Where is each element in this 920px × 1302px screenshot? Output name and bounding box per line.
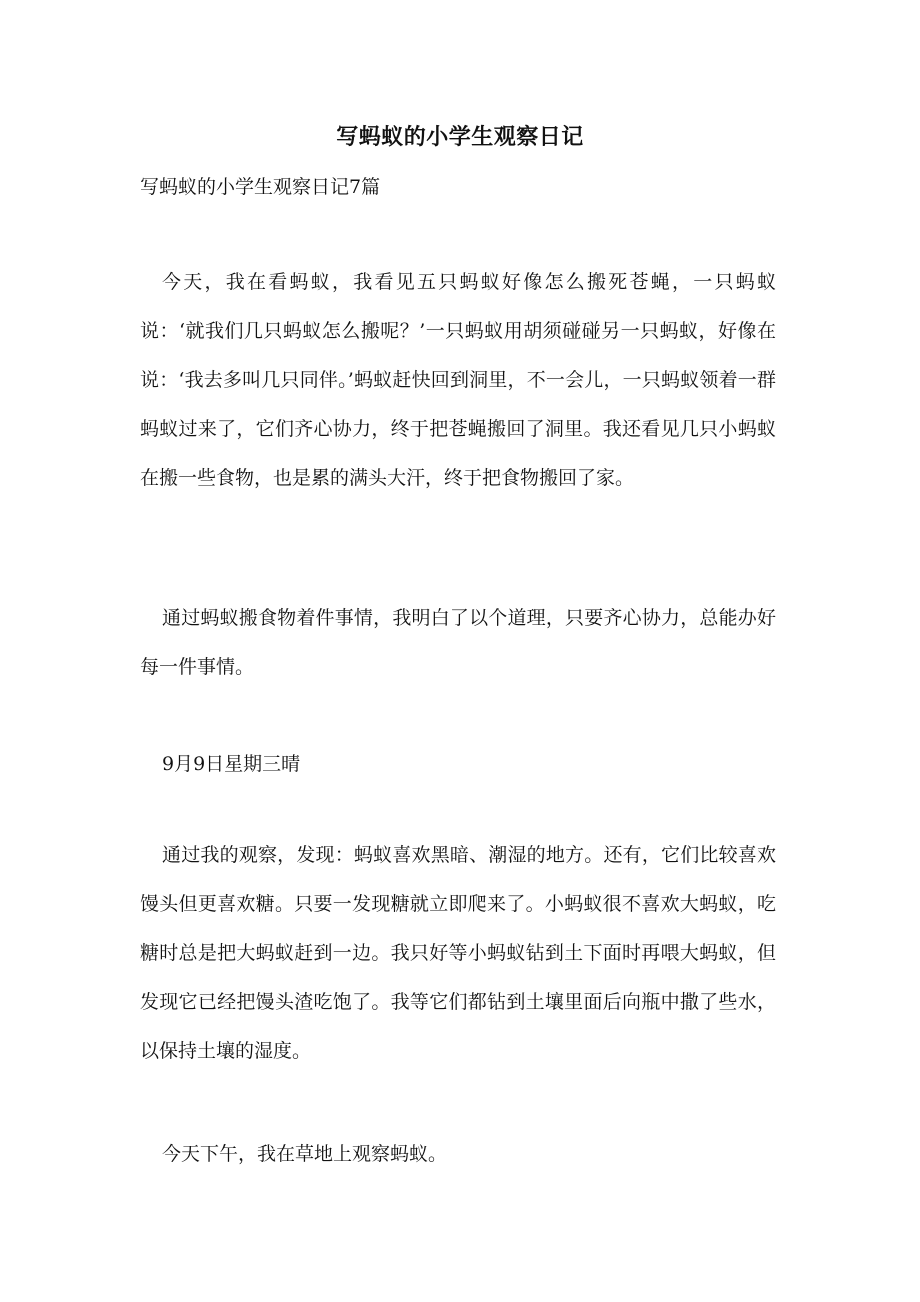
paragraph-3: 通过我的观察，发现：蚂蚁喜欢黑暗、潮湿的地方。还有，它们比较喜欢馒头但更喜欢糖。只要一发现糖就立即爬来了。小蚂蚁很不喜欢大蚂蚁，吃糖时总是把大蚂蚁赶到一边。我只好等小蚂蚁钻到土下面时再喂大蚂蚁，但发现它已经把馒头渣吃饱了。我等它们都钻到土壤里面后向瓶中撒了些水，以保持土壤的湿度。: [140, 844, 776, 1062]
document-title: 写蚂蚁的小学生观察日记: [336, 124, 584, 150]
date-line: 9月9日星期三晴: [162, 753, 301, 775]
paragraph-1: 今天，我在看蚂蚁，我看见五只蚂蚁好像怎么搬死苍蝇，一只蚂蚁说：‘就我们几只蚂蚁怎么搬呢？’一只蚂蚁用胡须碰碰另一只蚂蚁，好像在说：‘我去多叫几只同伴。’蚂蚁赶快回到洞里，不一会儿，一只蚂蚁领着一群蚂蚁过来了，它们齐心协力，终于把苍蝇搬回了洞里。我还看见几只小蚂蚁在搬一些食物，也是累的满头大汗，终于把食物搬回了家。: [140, 271, 776, 489]
paragraph-2: 通过蚂蚁搬食物着件事情，我明白了以个道理，只要齐心协力，总能办好每一件事情。: [140, 607, 776, 678]
document-subtitle: 写蚂蚁的小学生观察日记7篇: [140, 176, 381, 198]
paragraph-4: 今天下午，我在草地上观察蚂蚁。: [162, 1143, 448, 1165]
